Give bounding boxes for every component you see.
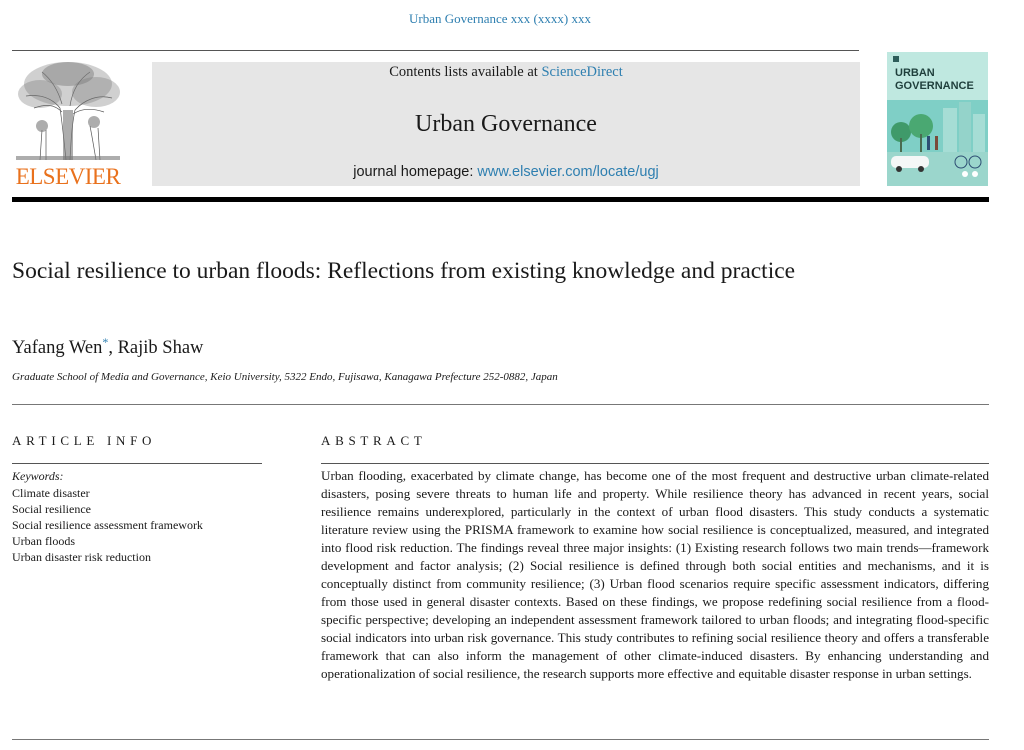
- journal-masthead: [152, 62, 860, 186]
- keyword-item: Social resilience: [12, 502, 91, 516]
- keyword-item: Climate disaster: [12, 486, 90, 500]
- author-separator: ,: [108, 338, 118, 359]
- homepage-line: [152, 164, 860, 180]
- contents-line: [152, 64, 860, 81]
- journal-cover-image[interactable]: [887, 52, 988, 186]
- journal-title: Urban Governance: [415, 111, 597, 137]
- keywords-label: Keywords:: [12, 469, 64, 483]
- masthead-rule: [12, 197, 989, 202]
- author-affiliation: Graduate School of Media and Governance, Keio University, 5322 Endo, Fujisawa, Kanagawa Prefecture 252-0882, Japan: [12, 371, 558, 383]
- abstract-heading: ABSTRACT: [321, 433, 427, 448]
- article-title: Social resilience to urban floods: Reflections from existing knowledge and practice: [12, 258, 796, 284]
- elsevier-tree-icon: [12, 60, 124, 162]
- cover-title-line1: URBAN: [895, 67, 935, 79]
- top-divider: [12, 50, 859, 51]
- section-divider: [12, 404, 989, 405]
- keyword-item: Social resilience assessment framework: [12, 518, 203, 532]
- keyword-item: Urban floods: [12, 534, 75, 548]
- corresponding-author-mark[interactable]: *: [102, 335, 109, 349]
- contents-prefix: Contents lists available at: [389, 64, 542, 80]
- elsevier-wordmark: ELSEVIER: [15, 164, 121, 189]
- cover-title-line2: GOVERNANCE: [895, 80, 974, 92]
- sciencedirect-link[interactable]: ScienceDirect: [541, 64, 623, 80]
- abstract-rule: [321, 463, 989, 464]
- keyword-item: Urban disaster risk reduction: [12, 550, 151, 564]
- keyword-list: [12, 485, 203, 565]
- journal-homepage-link[interactable]: www.elsevier.com/locate/ugj: [477, 164, 659, 180]
- bottom-divider: [12, 739, 989, 740]
- running-head[interactable]: Urban Governance xxx (xxxx) xxx: [409, 11, 591, 26]
- homepage-prefix: journal homepage:: [353, 164, 478, 180]
- article-info-heading: ARTICLE INFO: [12, 433, 157, 448]
- author-name[interactable]: Rajib Shaw: [117, 338, 204, 359]
- author-name[interactable]: Yafang Wen: [12, 338, 103, 359]
- abstract-body: Urban flooding, exacerbated by climate change, has become one of the most frequent and destructive urban climate-related disasters, posing severe threats to human life and property. While resilience theory has advanced in recent years, social resilience remains underexplored, particularly in the context of urban flood disasters. This study conducts a systematic literature review using the PRISMA framework to examine how social resilience is conceptualized, measured, and integrated into flood risk reduction. The findings reveal three major insights: (1) Existing research follows two main trends—framework development and factor analysis; (2) Social resilience is defined through both social entities and mechanisms, and it is conceptually distinct from community resilience; (3) Urban flood scenarios require specific assessment indicators, differing from those used in general disaster contexts. Based on these findings, we propose redefining social resilience from a flood-specific perspective; developing an independent assessment framework tailored to urban floods; and integrating flood-specific social indicators into urban risk governance. This study contributes to refining social resilience theory and offers a transferable framework that can also inform the management of other climate-induced disasters. By enhancing understanding and operationalization of social resilience, the research supports more effective and equitable disaster response in urban settings.: [321, 468, 989, 681]
- author-line: [12, 335, 203, 359]
- article-info-rule: [12, 463, 262, 464]
- publisher-logo[interactable]: [12, 60, 124, 190]
